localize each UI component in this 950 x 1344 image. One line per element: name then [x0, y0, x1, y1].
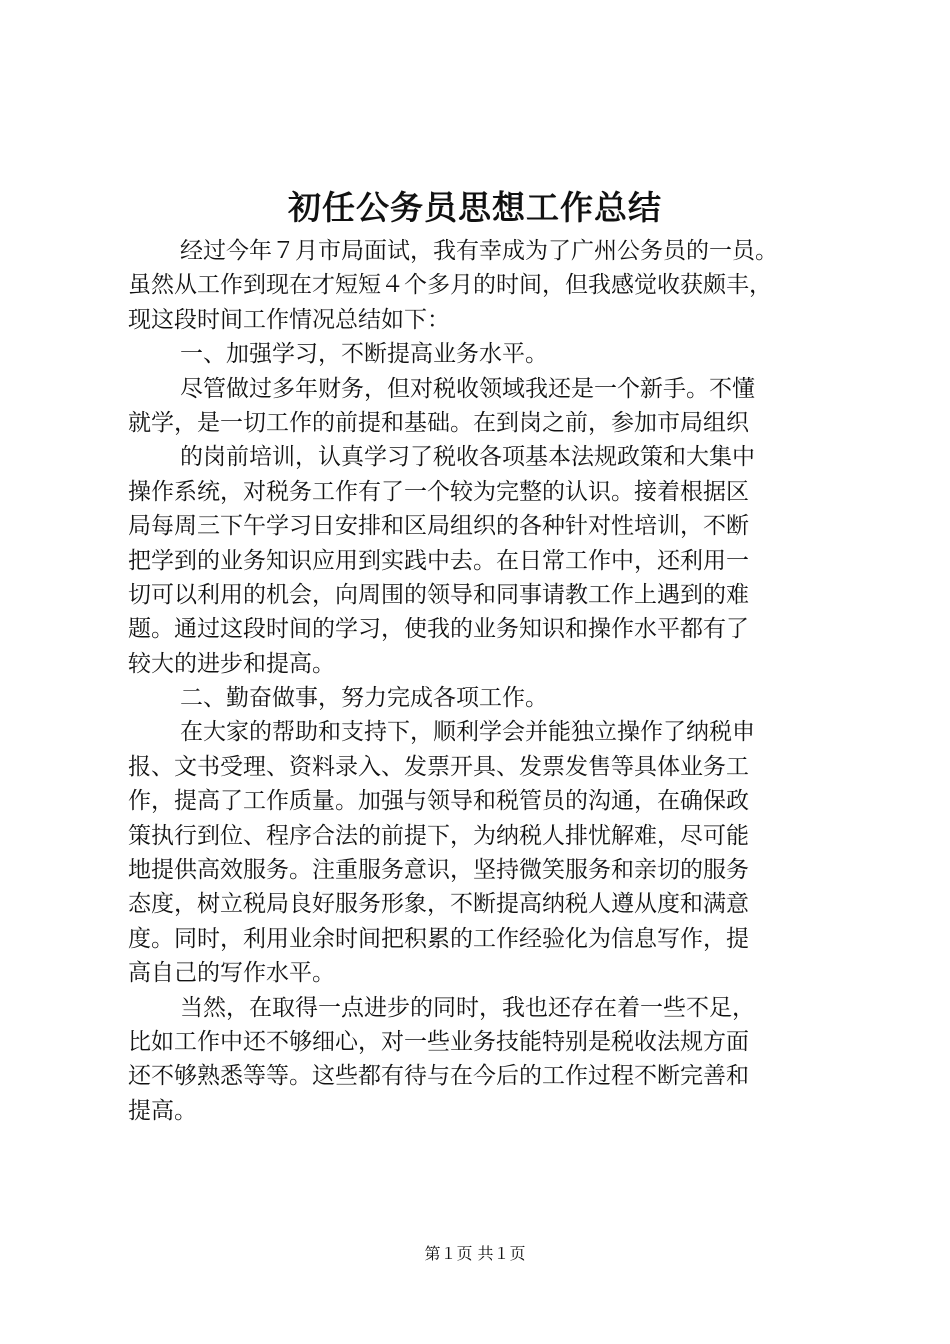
text-line: 还不够熟悉等等。这些都有待与在今后的工作过程不断完善和 — [128, 1063, 749, 1090]
section-heading: 二、勤奋做事，努力完成各项工作。 — [180, 685, 548, 712]
text-line: 高自己的写作水平。 — [128, 960, 335, 987]
text-line: 比如工作中还不够细心，对一些业务技能特别是税收法规方面 — [128, 1028, 749, 1055]
section-heading: 一、加强学习，不断提高业务水平。 — [180, 341, 548, 368]
text-line: 较大的进步和提高。 — [128, 650, 335, 677]
text-line: 度。同时，利用业余时间把积累的工作经验化为信息写作，提 — [128, 925, 749, 952]
text-line: 地提供高效服务。注重服务意识，坚持微笑服务和亲切的服务 — [128, 857, 749, 884]
text-line: 尽管做过多年财务，但对税收领域我还是一个新手。不懂 — [180, 375, 755, 402]
page-footer: 第１页 共１页 — [424, 1244, 526, 1263]
text-line: 经过今年７月市局面试，我有幸成为了广州公务员的一员。 — [180, 238, 778, 264]
text-line: 的岗前培训，认真学习了税收各项基本法规政策和大集中 — [180, 444, 755, 471]
text-line: 切可以利用的机会，向周围的领导和同事请教工作上遇到的难 — [128, 581, 749, 608]
text-line: 作，提高了工作质量。加强与领导和税管员的沟通，在确保政 — [128, 788, 749, 815]
text-line: 提高。 — [128, 1097, 197, 1124]
text-line: 报、文书受理、资料录入、发票开具、发票发售等具体业务工 — [128, 753, 749, 780]
text-line: 现这段时间工作情况总结如下： — [128, 306, 450, 333]
document-body — [128, 234, 838, 1128]
text-line: 操作系统，对税务工作有了一个较为完整的认识。接着根据区 — [128, 478, 749, 505]
text-line: 当然，在取得一点进步的同时，我也还存在着一些不足， — [180, 994, 755, 1021]
text-line: 把学到的业务知识应用到实践中去。在日常工作中，还利用一 — [128, 547, 749, 574]
text-line: 策执行到位、程序合法的前提下，为纳税人排忧解难，尽可能 — [128, 822, 749, 849]
text-line: 局每周三下午学习日安排和区局组织的各种针对性培训，不断 — [128, 513, 749, 540]
text-line: 态度，树立税局良好服务形象，不断提高纳税人遵从度和满意 — [128, 891, 749, 918]
text-line: 题。通过这段时间的学习，使我的业务知识和操作水平都有了 — [128, 616, 749, 643]
text-line: 虽然从工作到现在才短短４个多月的时间，但我感觉收获颇丰， — [128, 272, 772, 299]
text-line: 在大家的帮助和支持下，顺利学会并能独立操作了纳税申 — [180, 719, 755, 746]
text-line: 就学，是一切工作的前提和基础。在到岗之前，参加市局组织 — [128, 409, 749, 436]
document-title: 初任公务员思想工作总结 — [288, 188, 662, 227]
